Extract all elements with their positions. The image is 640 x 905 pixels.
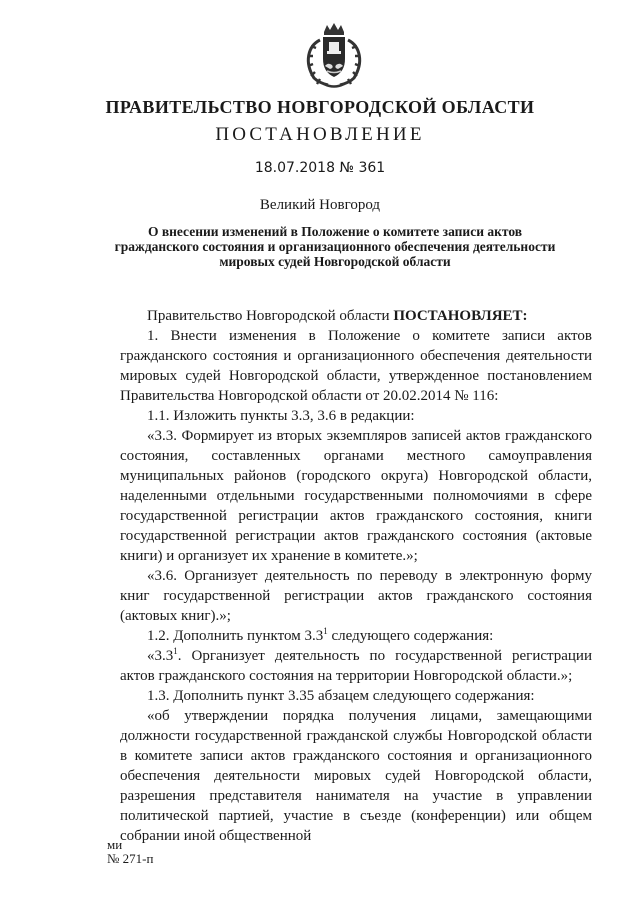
clause-3-3-1-tail: . Организует деятельность по государственной регистрации актов гражданского состояния на территории Новгородской области.»; xyxy=(120,648,592,684)
paragraph-1-2 xyxy=(120,626,592,646)
date-and-number: 18.07.2018 № 361 xyxy=(254,160,386,176)
preamble-text: Правительство Новгородской области xyxy=(147,308,394,324)
clause-3-6: «3.6. Организует деятельность по переводу в электронную форму книг государственной регистрации актов гражданского состояния (актовых книг).»; xyxy=(120,568,592,624)
registry-number: № 271-п xyxy=(107,851,154,866)
clause-3-35-addition: «об утверждении порядка получения лицами, замещающими должности государственной гражданской службы Новгородской области в комитете записи актов гражданского состояния и организационного обеспечения деятельности мировых судей Новгородской области, разрешения представителя нанимателя на участие в управлении политической партией, участие в съезде (конференции) или общем собрании иной общественной xyxy=(120,708,592,844)
paragraph-1-3: 1.3. Дополнить пункт 3.35 абзацем следующего содержания: xyxy=(147,688,535,704)
document-type: ПОСТАНОВЛЕНИЕ xyxy=(215,124,425,145)
executor-initials: ми xyxy=(107,837,123,852)
preamble-verb: ПОСТАНОВЛЯЕТ: xyxy=(393,308,528,324)
city: Великий Новгород xyxy=(259,197,381,213)
paragraph-1-2-text: 1.2. Дополнить пунктом 3.3 xyxy=(147,628,324,644)
superscript: 1 xyxy=(173,646,178,656)
paragraph-1-2-tail: следующего содержания: xyxy=(327,628,494,644)
document-body xyxy=(120,306,592,846)
title-line: О внесении изменений в Положение о комитете записи актов xyxy=(147,224,523,239)
paragraph-1-1: 1.1. Изложить пункты 3.3, 3.6 в редакции: xyxy=(147,408,415,424)
title-line: мировых судей Новгородской области xyxy=(219,254,451,269)
preamble xyxy=(120,306,592,326)
registry-footer xyxy=(107,838,153,866)
clause-3-3: «3.3. Формирует из вторых экземпляров записей актов гражданского состояния, составленных органами местного самоуправления муниципальных районов (городского округа) Новгородской области, наделенными отдельными государственными полномочиями в сфере государственной регистрации актов гражданского состояния, книги государственной регистрации актов гражданского состояния (актовые книги) и организует их хранение в комитете.»; xyxy=(120,428,592,564)
clause-3-3-1 xyxy=(120,646,592,686)
coat-of-arms-icon xyxy=(294,22,374,90)
paragraph-1: 1. Внести изменения в Положение о комитете записи актов гражданского состояния и организационного обеспечения деятельности мировых судей Новгородской области, утвержденное постановлением Правительства Новгородской области от 20.02.2014 № 116: xyxy=(120,328,592,404)
document-title xyxy=(100,224,570,269)
government-name: ПРАВИТЕЛЬСТВО НОВГОРОДСКОЙ ОБЛАСТИ xyxy=(105,97,535,117)
clause-3-3-1-text: «3.3 xyxy=(147,648,174,664)
superscript: 1 xyxy=(323,626,328,636)
title-line: гражданского состояния и организационного обеспечения деятельности xyxy=(114,239,556,254)
